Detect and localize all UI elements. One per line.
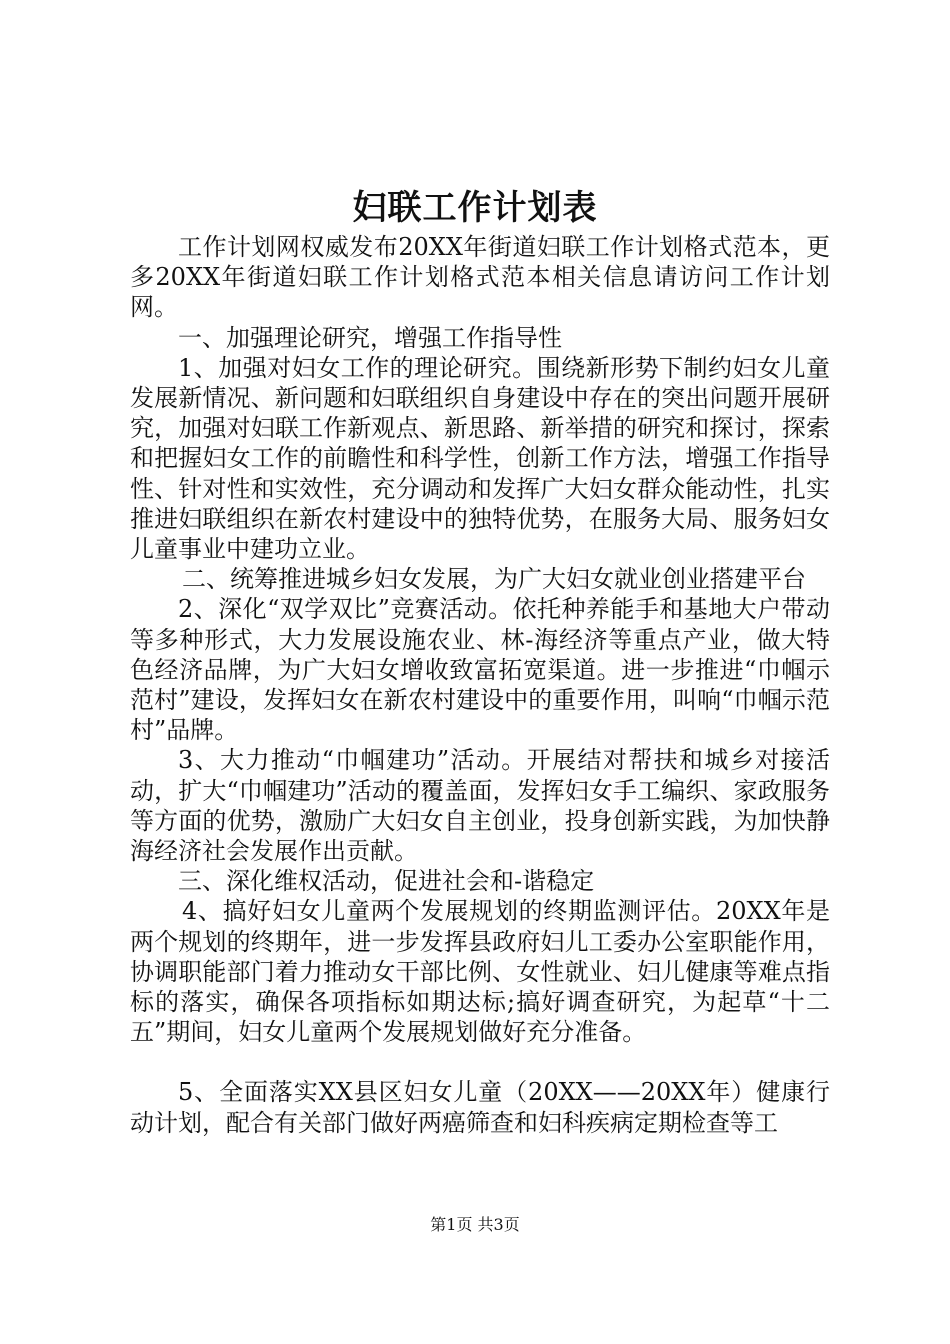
section-heading-3: 三、深化维权活动，促进社会和-谐稳定 (178, 867, 595, 896)
item-paragraph-4: 4、搞好妇女儿童两个发展规划的终期监测评估。20XX年是两个规划的终期年，进一步发挥县政府妇儿工委办公室职能作用，协调职能部门着力推动女干部比例、女性就业、妇儿健康等难点指标的落实，确保各项指标如期达标;搞好调查研究，为起草“十二五”期间，妇女儿童两个发展规划做好充分准备。 (130, 897, 830, 1047)
item-paragraph-1: 1、加强对妇女工作的理论研究。围绕新形势下制约妇女儿童发展新情况、新问题和妇联组织自身建设中存在的突出问题开展研究，加强对妇联工作新观点、新思路、新举措的研究和探讨，探索和把握妇女工作的前瞻性和科学性，创新工作方法，增强工作指导性、针对性和实效性，充分调动和发挥广大妇女群众能动性，扎实推进妇联组织在新农村建设中的独特优势，在服务大局、服务妇女儿童事业中建功立业。 (130, 353, 830, 564)
intro-paragraph: 工作计划网权威发布20XX年街道妇联工作计划格式范本，更多20XX年街道妇联工作计划格式范本相关信息请访问工作计划网。 (130, 233, 830, 322)
section-heading-2: 二、统筹推进城乡妇女发展，为广大妇女就业创业搭建平台 (182, 565, 806, 594)
item-paragraph-3: 3、大力推动“巾帼建功”活动。开展结对帮扶和城乡对接活动，扩大“巾帼建功”活动的覆盖面，发挥妇女手工编织、家政服务等方面的优势，激励广大妇女自主创业，投身创新实践，为加快静海经济社会发展作出贡献。 (130, 746, 830, 866)
document-title: 妇联工作计划表 (352, 188, 598, 228)
paragraph-spacer (130, 1047, 830, 1077)
section-heading-1: 一、加强理论研究，增强工作指导性 (178, 323, 562, 352)
page-footer: 第1页 共3页 (430, 1215, 520, 1234)
document-body (130, 232, 830, 1138)
item-paragraph-2: 2、深化“双学双比”竞赛活动。依托种养能手和基地大户带动等多种形式，大力发展设施农业、林-海经济等重点产业，做大特色经济品牌，为广大妇女增收致富拓宽渠道。进一步推进“巾帼示范村”建设，发挥妇女在新农村建设中的重要作用，叫响“巾帼示范村”品牌。 (130, 595, 830, 745)
item-paragraph-5: 5、全面落实XX县区妇女儿童（20XX——20XX年）健康行动计划，配合有关部门做好两癌筛查和妇科疾病定期检查等工 (130, 1078, 830, 1137)
